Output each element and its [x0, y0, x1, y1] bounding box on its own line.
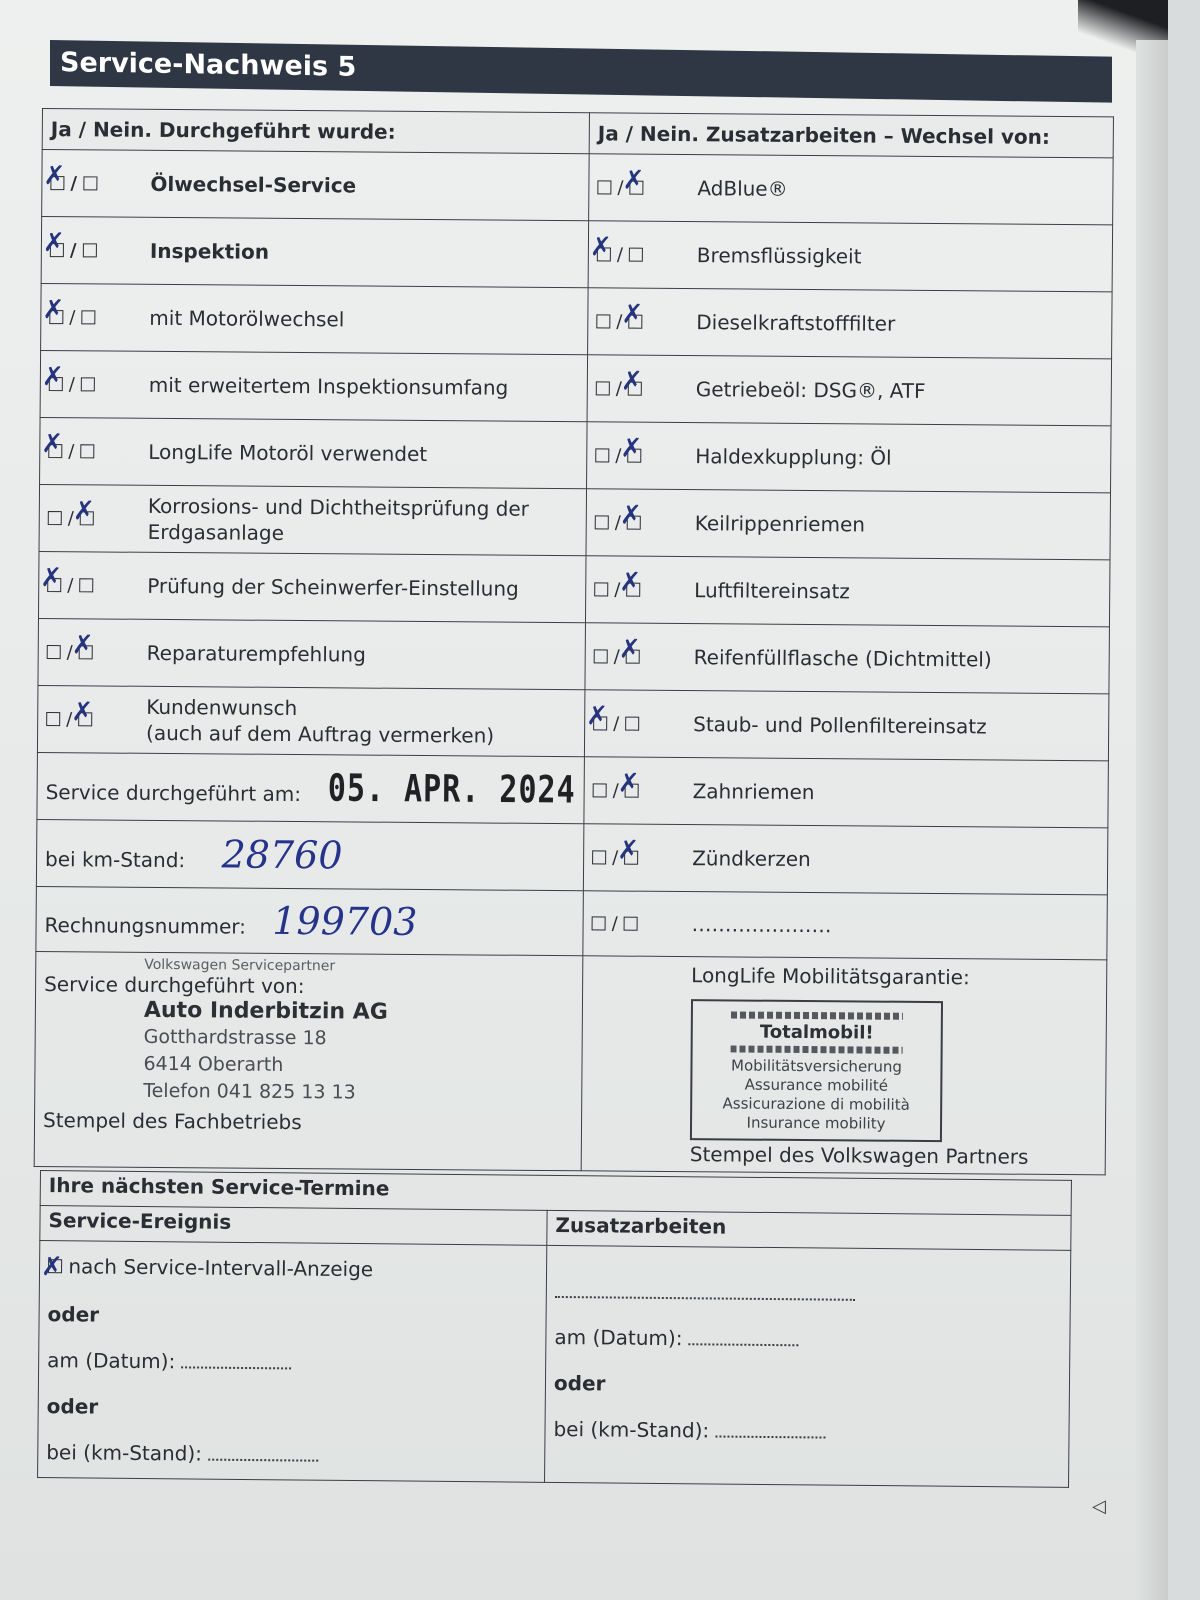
checkbox-separator: / — [70, 172, 78, 194]
no-checkbox[interactable] — [628, 382, 642, 396]
no-checkbox[interactable] — [624, 917, 638, 931]
right-item-checkboxes — [596, 378, 696, 400]
left-item-checkboxes — [49, 307, 149, 329]
checkbox-separator: / — [617, 177, 624, 199]
km-label: bei km-Stand: — [45, 847, 186, 873]
extra-date-option — [554, 1314, 1061, 1365]
right-item-label: Reifenfüllflasche (Dichtmittel) — [693, 645, 992, 672]
extra-km-label: bei (km-Stand): — [553, 1416, 710, 1443]
right-item-checkboxes — [596, 311, 696, 333]
left-item-checkboxes — [49, 374, 149, 396]
no-checkbox[interactable] — [78, 712, 92, 726]
dealer-stamp-label: Stempel des Fachbetriebs — [42, 1108, 302, 1135]
option-interval[interactable] — [48, 1243, 538, 1296]
right-item-checkboxes — [593, 713, 693, 735]
stamp-line: Assurance mobilité — [744, 1075, 889, 1095]
left-item-checkboxes — [46, 709, 146, 731]
no-checkbox[interactable] — [82, 243, 96, 257]
right-item-7 — [585, 623, 1110, 694]
right-item-0 — [589, 154, 1114, 225]
no-checkbox[interactable] — [81, 310, 95, 324]
right-item-4 — [587, 422, 1112, 493]
yes-checkbox[interactable] — [46, 712, 60, 726]
right-item-cell — [584, 757, 1109, 828]
dealer-street: Gotthardstrasse 18 — [143, 1025, 327, 1050]
checkbox-separator: / — [66, 641, 73, 663]
yes-checkbox[interactable] — [592, 916, 606, 930]
checkbox-separator: / — [613, 713, 620, 735]
no-checkbox[interactable] — [79, 645, 93, 659]
checkbox-separator: / — [615, 445, 622, 467]
stamp-line: Insurance mobility — [746, 1113, 886, 1133]
no-checkbox[interactable] — [626, 650, 640, 664]
dealer-stamp-top: Volkswagen Servicepartner — [144, 956, 336, 975]
left-item-6 — [38, 551, 586, 622]
yes-checkbox[interactable] — [594, 582, 608, 596]
extra-options — [545, 1245, 1071, 1487]
partner-stamp-label: Stempel des Volkswagen Partners — [689, 1142, 1029, 1169]
dealer-cell — [34, 951, 583, 1170]
date-field[interactable] — [182, 1352, 292, 1369]
stamp-bars — [731, 1011, 903, 1019]
invoice-value: 199703 — [272, 898, 418, 944]
right-item-label: ………………… — [691, 912, 832, 938]
yes-checkbox[interactable] — [49, 377, 63, 391]
stamp-bars — [731, 1045, 903, 1053]
no-checkbox[interactable] — [627, 516, 641, 530]
extra-date-field[interactable] — [689, 1329, 799, 1346]
next-service-table — [37, 1170, 1072, 1488]
left-item-1 — [41, 217, 589, 288]
km-cell — [36, 819, 584, 890]
yes-checkbox[interactable] — [595, 515, 609, 529]
left-item-2 — [41, 283, 589, 354]
left-item-3 — [40, 350, 588, 421]
right-item-label: Getriebeöl: DSG®, ATF — [695, 377, 926, 403]
checkbox-separator: / — [614, 579, 621, 601]
or-label: oder — [553, 1370, 606, 1396]
yes-checkbox[interactable] — [592, 850, 606, 864]
extra-km-field[interactable] — [716, 1421, 826, 1438]
date-label: am (Datum): — [47, 1348, 176, 1374]
right-item-8 — [584, 690, 1109, 761]
or-label: oder — [46, 1394, 99, 1419]
no-checkbox[interactable] — [624, 851, 638, 865]
left-item-checkboxes — [48, 508, 148, 530]
right-item-2 — [588, 288, 1113, 359]
left-item-label: mit Motorölwechsel — [149, 305, 345, 332]
left-item-label: Reparaturempfehlung — [146, 640, 366, 667]
right-item-cell — [583, 824, 1108, 895]
no-checkbox[interactable] — [80, 444, 94, 458]
dealer-stamp — [143, 997, 574, 1108]
left-item-label: Inspektion — [149, 238, 270, 264]
invoice-label: Rechnungsnummer: — [44, 913, 247, 939]
yes-checkbox[interactable] — [597, 180, 611, 194]
left-item-7 — [38, 618, 586, 689]
no-checkbox[interactable] — [627, 449, 641, 463]
right-item-checkboxes — [594, 646, 694, 668]
checkbox-separator: / — [615, 378, 622, 400]
right-item-checkboxes — [597, 177, 697, 199]
left-item-5 — [39, 484, 587, 555]
left-item-checkboxes — [47, 642, 147, 664]
checkbox-separator: / — [67, 574, 74, 596]
event-header: Service-Ereignis — [40, 1206, 547, 1246]
next-service-section — [37, 1170, 1072, 1488]
left-item-label: Prüfung der Scheinwerfer-Einstellung — [147, 573, 519, 601]
extra-km-option — [553, 1406, 1060, 1457]
right-item-5 — [586, 489, 1111, 560]
right-item-label: Staub- und Pollenfiltereinsatz — [693, 712, 987, 739]
right-item-label: Dieselkraftstofffilter — [696, 310, 896, 336]
km-option — [46, 1429, 536, 1480]
right-item-checkboxes — [594, 579, 694, 601]
stamp-line: Mobilitätsversicherung — [730, 1056, 902, 1076]
header-left: Ja / Nein. Durchgeführt wurde: — [42, 109, 589, 154]
interval-checkbox[interactable] — [48, 1259, 62, 1273]
checkbox-separator: / — [614, 512, 621, 534]
dealer-name: Auto Inderbitzin AG — [143, 997, 388, 1025]
right-item-checkboxes — [592, 913, 692, 935]
right-item-3 — [587, 355, 1112, 426]
left-item-checkboxes — [50, 173, 150, 195]
checkbox-separator: / — [68, 373, 75, 395]
yes-checkbox[interactable] — [47, 578, 61, 592]
next-title: Ihre nächsten Service-Termine — [40, 1171, 1071, 1216]
partner-stamp — [690, 999, 943, 1142]
longlife-cell — [581, 956, 1107, 1175]
yes-checkbox[interactable] — [593, 716, 607, 730]
left-item-label: Kundenwunsch (auch auf dem Auftrag vermerken) — [146, 694, 495, 748]
right-item-label: Zündkerzen — [692, 846, 811, 872]
checkbox-separator: / — [616, 311, 623, 333]
page-turn-icon[interactable]: ◁ — [1092, 1496, 1106, 1517]
or-label: oder — [47, 1302, 100, 1327]
right-item-label: Luftfiltereinsatz — [694, 578, 850, 604]
right-item-label: Zahnriemen — [692, 779, 815, 805]
checkbox-separator: / — [612, 780, 619, 802]
right-item-label: AdBlue® — [697, 176, 788, 201]
checkbox-separator: / — [69, 306, 76, 328]
right-item-label: Bremsflüssigkeit — [696, 243, 862, 269]
header-right: Ja / Nein. Zusatzarbeiten – Wechsel von: — [589, 113, 1113, 158]
extra-work-field[interactable] — [555, 1282, 855, 1301]
checkbox-separator: / — [616, 244, 624, 266]
service-date-label: Service durchgeführt am: — [45, 779, 302, 806]
stamp-line: Assicurazione di mobilità — [722, 1094, 910, 1114]
km-next-label: bei (km-Stand): — [46, 1440, 203, 1466]
yes-checkbox[interactable] — [596, 381, 610, 395]
yes-checkbox[interactable] — [47, 645, 61, 659]
no-checkbox[interactable] — [80, 511, 94, 525]
no-checkbox[interactable] — [79, 578, 93, 592]
service-date-cell — [37, 752, 585, 823]
yes-checkbox[interactable] — [48, 444, 62, 458]
yes-checkbox[interactable] — [595, 448, 609, 462]
yes-checkbox[interactable] — [596, 314, 610, 328]
service-date-stamp: 05. APR. 2024 — [327, 766, 576, 813]
no-checkbox[interactable] — [628, 315, 642, 329]
checkbox-separator: / — [67, 507, 74, 529]
dealer-phone: Telefon 041 825 13 13 — [143, 1079, 356, 1104]
checkbox-separator: / — [611, 912, 618, 935]
no-checkbox[interactable] — [83, 176, 97, 190]
yes-checkbox[interactable] — [597, 247, 611, 261]
right-item-checkboxes — [595, 445, 695, 467]
checkbox-separator: / — [69, 239, 77, 261]
left-item-0 — [42, 150, 590, 221]
no-checkbox[interactable] — [625, 717, 639, 731]
no-checkbox[interactable] — [629, 181, 643, 195]
left-item-4 — [40, 417, 588, 488]
extra-header: Zusatzarbeiten — [547, 1210, 1071, 1250]
left-item-checkboxes — [47, 575, 147, 597]
km-field[interactable] — [208, 1445, 318, 1462]
service-by-label: Service durchgeführt von: — [44, 972, 305, 999]
yes-checkbox[interactable] — [593, 783, 607, 797]
no-checkbox[interactable] — [626, 583, 640, 597]
left-item-8 — [37, 685, 585, 756]
left-item-label: Ölwechsel-Service — [150, 171, 357, 198]
page-title: Service-Nachweis 5 — [50, 40, 1112, 103]
yes-checkbox[interactable] — [49, 310, 63, 324]
left-item-label: LongLife Motoröl verwendet — [148, 439, 428, 467]
no-checkbox[interactable] — [629, 248, 643, 262]
yes-checkbox[interactable] — [50, 176, 64, 190]
no-checkbox[interactable] — [81, 377, 95, 391]
dealer-city: 6414 Oberarth — [143, 1052, 284, 1076]
right-item-checkboxes — [597, 244, 697, 266]
service-table — [34, 108, 1114, 1175]
event-options — [38, 1241, 547, 1483]
extra-date-label: am (Datum): — [554, 1324, 683, 1351]
right-item-1 — [588, 221, 1113, 292]
yes-checkbox[interactable] — [594, 649, 608, 663]
right-item-6 — [585, 556, 1110, 627]
checkbox-separator: / — [612, 847, 619, 869]
right-item-label: Haldexkupplung: Öl — [695, 444, 892, 470]
right-item-checkboxes — [592, 847, 692, 869]
page-edge — [1136, 40, 1168, 1600]
date-option — [47, 1337, 537, 1388]
right-item-label: Keilrippenriemen — [694, 511, 866, 537]
stamp-logo: Totalmobil! — [759, 1021, 874, 1044]
left-item-label: mit erweitertem Inspektionsumfang — [148, 372, 509, 400]
no-checkbox[interactable] — [625, 784, 639, 798]
left-item-checkboxes — [50, 240, 150, 262]
invoice-cell — [36, 886, 583, 955]
checkbox-separator: / — [613, 646, 620, 668]
longlife-label: LongLife Mobilitätsgarantie: — [691, 963, 970, 990]
interval-label: nach Service-Intervall-Anzeige — [68, 1254, 374, 1282]
checkbox-separator: / — [66, 708, 73, 730]
checkbox-separator: / — [68, 440, 75, 462]
yes-checkbox[interactable] — [50, 243, 64, 257]
km-value: 28760 — [221, 832, 343, 878]
right-item-cell — [583, 891, 1107, 960]
left-item-checkboxes — [48, 441, 148, 463]
yes-checkbox[interactable] — [48, 511, 62, 525]
service-record-sheet — [34, 108, 1114, 1175]
left-item-label: Korrosions- und Dichtheitsprüfung der Erdgasanlage — [147, 493, 530, 545]
right-item-checkboxes — [593, 780, 693, 802]
right-item-checkboxes — [595, 512, 695, 534]
